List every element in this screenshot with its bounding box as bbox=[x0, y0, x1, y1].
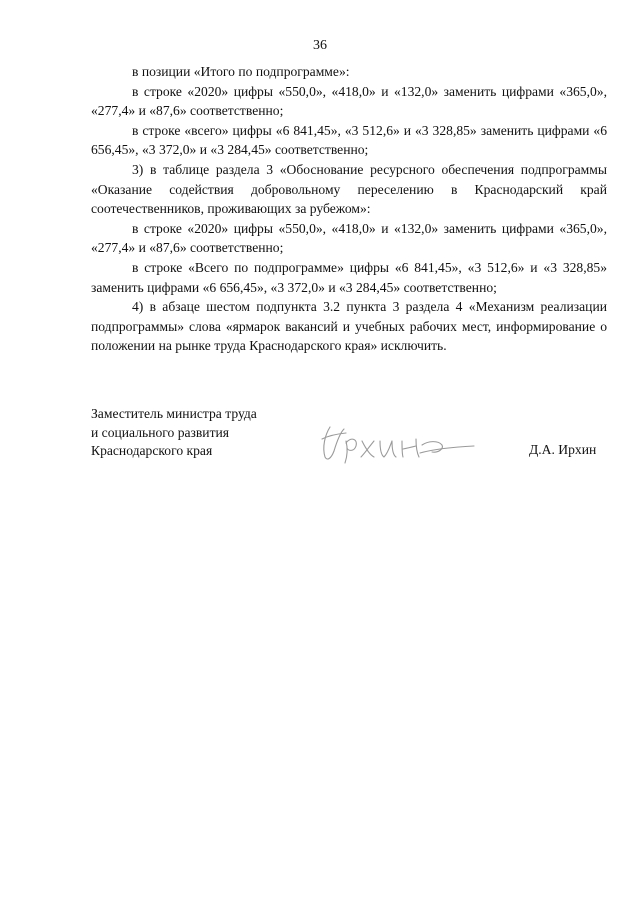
handwritten-signature bbox=[316, 419, 481, 465]
page-number: 36 bbox=[313, 38, 327, 53]
paragraph: 3) в таблице раздела 3 «Обоснование ресурсного обеспечения подпрограммы «Оказание содействия добровольному переселению в Краснодарский край соотечественников, проживающих за рубежом»: bbox=[91, 161, 607, 217]
signatory-name: Д.А. Ирхин bbox=[529, 442, 597, 457]
paragraph: в строке «Всего по подпрограмме» цифры «6 841,45», «3 512,6» и «3 328,85» заменить цифрами «6 656,45», «3 372,0» и «3 284,45» соответственно; bbox=[91, 259, 607, 295]
document-body bbox=[91, 62, 607, 356]
signatory-position-line: Заместитель министра труда bbox=[91, 406, 257, 421]
signatory-position-line: и социального развития bbox=[91, 424, 230, 440]
signature-block bbox=[91, 405, 607, 475]
paragraph: в позиции «Итого по подпрограмме»: bbox=[132, 64, 350, 79]
paragraph: в строке «2020» цифры «550,0», «418,0» и «132,0» заменить цифрами «365,0», «277,4» и «87,6» соответственно; bbox=[91, 220, 607, 256]
signatory-position bbox=[91, 405, 257, 461]
paragraph: в строке «всего» цифры «6 841,45», «3 512,6» и «3 328,85» заменить цифрами «6 656,45», «3 372,0» и «3 284,45» соответственно; bbox=[91, 122, 607, 158]
paragraph: 4) в абзаце шестом подпункта 3.2 пункта 3 раздела 4 «Механизм реализации подпрограммы» слова «ярмарок вакансий и учебных рабочих мест, информирование о положении на рынке труда Краснодарского края» исключить. bbox=[91, 299, 607, 354]
paragraph: в строке «2020» цифры «550,0», «418,0» и «132,0» заменить цифрами «365,0», «277,4» и «87,6» соответственно; bbox=[91, 83, 607, 119]
signatory-position-line: Краснодарского края bbox=[91, 443, 213, 458]
